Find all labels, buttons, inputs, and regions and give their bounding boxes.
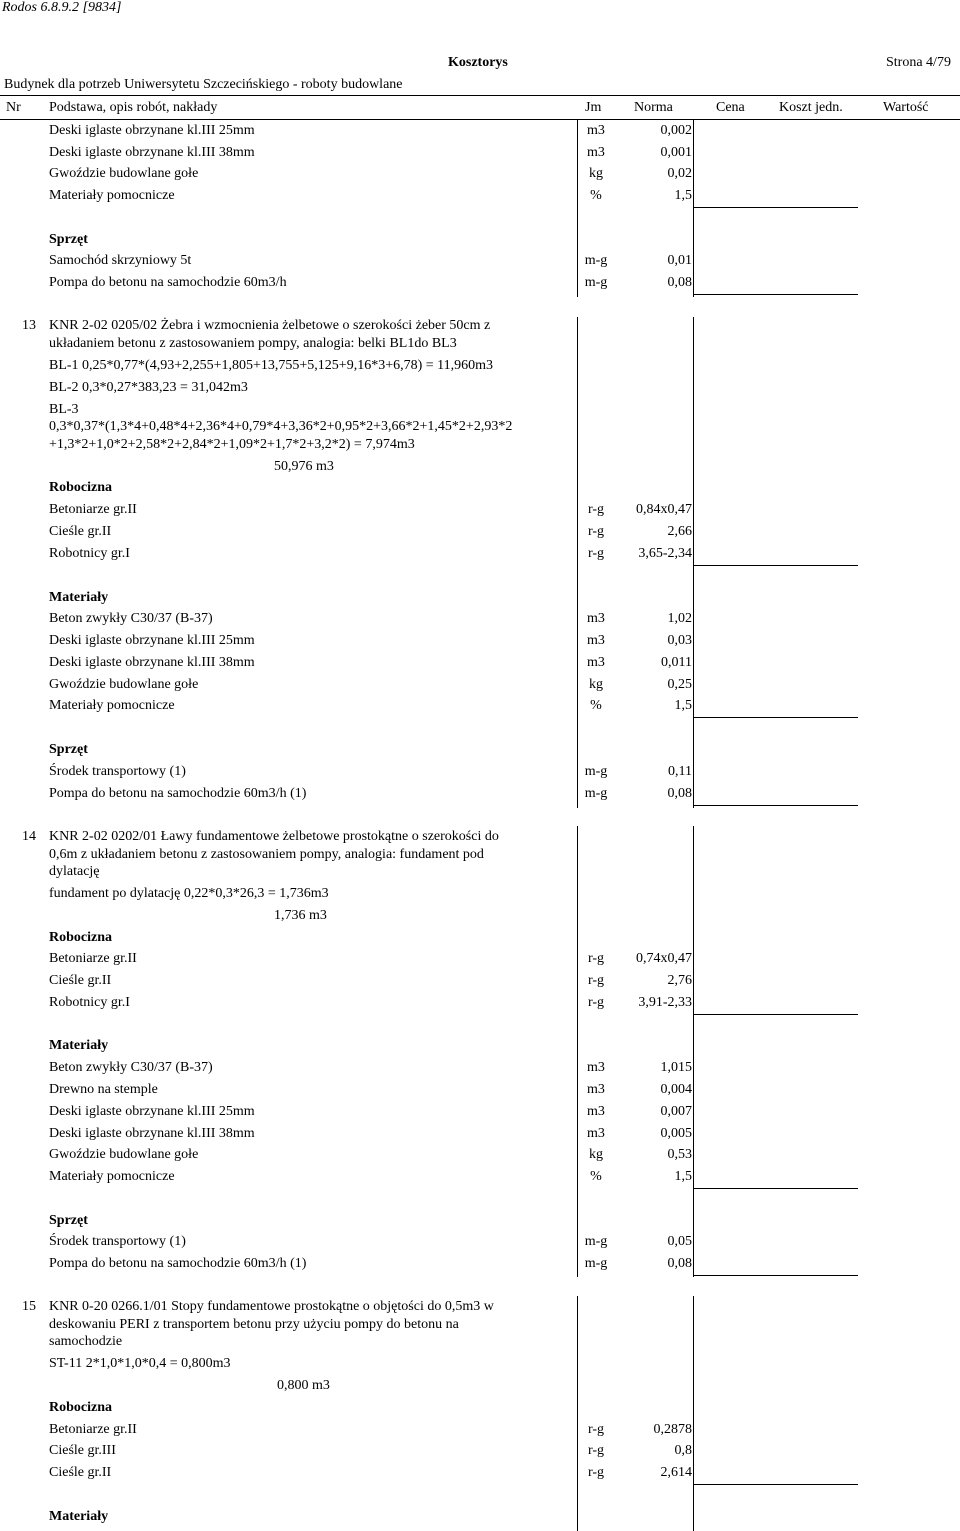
resource-name: Gwoździe budowlane gołe	[49, 166, 199, 181]
resource-unit: m3	[587, 1082, 605, 1097]
materials-header: Materiały	[49, 1038, 109, 1053]
header-top-rule	[0, 95, 960, 96]
resource-norm: 3,65-2,34	[638, 546, 692, 561]
col-value: Wartość	[883, 100, 929, 115]
resource-name: Deski iglaste obrzynane kl.III 38mm	[49, 1126, 255, 1141]
resource-norm: 0,03	[667, 633, 692, 648]
resource-name: Gwoździe budowlane gołe	[49, 1147, 199, 1162]
resource-name: Cieśle gr.II	[49, 1465, 112, 1480]
resource-name: Betoniarze gr.II	[49, 1422, 137, 1437]
resource-unit: r-g	[587, 502, 605, 517]
resource-norm: 0,02	[667, 166, 692, 181]
resource-unit: m-g	[584, 253, 608, 268]
resource-name: Deski iglaste obrzynane kl.III 38mm	[49, 145, 255, 160]
resource-unit: m3	[587, 633, 605, 648]
item-number: 14	[22, 829, 36, 844]
divider	[693, 717, 858, 718]
app-title: Rodos 6.8.9.2 [9834]	[2, 0, 122, 15]
resource-name: Gwoździe budowlane gołe	[49, 677, 199, 692]
resource-unit: m-g	[584, 1256, 608, 1271]
resource-name: Samochód skrzyniowy 5t	[49, 253, 192, 268]
measurement-line: BL-2 0,3*0,27*383,23 = 31,042m3	[49, 380, 248, 395]
resource-norm: 0,08	[667, 275, 692, 290]
resource-unit: r-g	[587, 1422, 605, 1437]
resource-unit: m3	[587, 655, 605, 670]
resource-norm: 0,002	[660, 123, 692, 138]
quantity-total: 50,976 m3	[274, 459, 334, 474]
resource-norm: 0,11	[668, 764, 692, 779]
divider	[577, 1296, 578, 1531]
col-nr: Nr	[6, 100, 21, 115]
resource-norm: 1,5	[674, 188, 692, 203]
resource-norm: 0,08	[667, 1256, 692, 1271]
resource-norm: 2,66	[667, 524, 692, 539]
resource-norm: 0,004	[660, 1082, 692, 1097]
measurement-line: fundament po dylatację 0,22*0,3*26,3 = 1,736m3	[49, 886, 329, 901]
resource-name: Robotnicy gr.I	[49, 995, 130, 1010]
resource-norm: 0,08	[667, 786, 692, 801]
resource-unit: kg	[589, 1147, 603, 1162]
resource-unit: r-g	[587, 951, 605, 966]
resource-unit: %	[590, 698, 602, 713]
divider	[693, 294, 858, 295]
col-norm: Norma	[634, 100, 673, 115]
col-basis: Podstawa, opis robót, nakłady	[49, 100, 218, 115]
resource-norm: 2,76	[667, 973, 692, 988]
document-title: Kosztorys	[448, 55, 508, 70]
item-description: dylatację	[49, 864, 100, 879]
divider	[693, 317, 694, 808]
col-price: Cena	[716, 100, 745, 115]
resource-norm: 1,02	[667, 611, 692, 626]
resource-name: Środek transportowy (1)	[49, 1234, 186, 1249]
materials-header: Materiały	[49, 590, 109, 605]
measurement-line: 0,3*0,37*(1,3*4+0,48*4+2,36*4+0,79*4+3,36*2+0,95*2+3,66*2+1,45*2+2,93*2	[49, 419, 513, 434]
resource-name: Pompa do betonu na samochodzie 60m3/h (1)	[49, 786, 307, 801]
labor-header: Robocizna	[49, 930, 112, 945]
divider	[693, 1188, 858, 1189]
resource-unit: m3	[587, 123, 605, 138]
labor-header: Robocizna	[49, 480, 112, 495]
page-indicator: Strona 4/79	[886, 55, 951, 70]
item-description: KNR 2-02 0202/01 Ławy fundamentowe żelbetowe prostokątne o szerokości do	[49, 829, 499, 844]
resource-unit: m3	[587, 1060, 605, 1075]
measurement-line: ST-11 2*1,0*1,0*0,4 = 0,800m3	[49, 1356, 231, 1371]
resource-unit: r-g	[587, 546, 605, 561]
divider	[693, 1296, 694, 1531]
divider	[693, 1484, 858, 1485]
resource-name: Materiały pomocnicze	[49, 698, 175, 713]
resource-unit: r-g	[587, 524, 605, 539]
divider	[693, 805, 858, 806]
divider	[693, 1275, 858, 1276]
item-number: 13	[22, 318, 36, 333]
resource-name: Betoniarze gr.II	[49, 502, 137, 517]
measurement-line: BL-3	[49, 402, 79, 417]
item-number: 15	[22, 1299, 36, 1314]
resource-name: Beton zwykły C30/37 (B-37)	[49, 611, 213, 626]
item-description: KNR 2-02 0205/02 Żebra i wzmocnienia żelbetowe o szerokości żeber 50cm z	[49, 318, 491, 333]
resource-norm: 0,84x0,47	[636, 502, 692, 517]
divider	[693, 1014, 858, 1015]
resource-unit: %	[590, 1169, 602, 1184]
resource-unit: m3	[587, 1126, 605, 1141]
quantity-total: 1,736 m3	[274, 908, 327, 923]
resource-unit: m3	[587, 1104, 605, 1119]
resource-unit: m-g	[584, 275, 608, 290]
divider	[693, 565, 858, 566]
resource-unit: m-g	[584, 1234, 608, 1249]
quantity-total: 0,800 m3	[277, 1378, 330, 1393]
materials-header: Materiały	[49, 1509, 109, 1524]
measurement-line: BL-1 0,25*0,77*(4,93+2,255+1,805+13,755+5,125+9,16*3+6,78) = 11,960m3	[49, 358, 494, 373]
resource-unit: kg	[589, 166, 603, 181]
resource-norm: 0,011	[661, 655, 692, 670]
resource-name: Deski iglaste obrzynane kl.III 25mm	[49, 1104, 255, 1119]
resource-unit: m3	[587, 611, 605, 626]
item-description: 0,6m z układaniem betonu z zastosowaniem pompy, analogia: fundament pod	[49, 847, 484, 862]
divider	[693, 826, 694, 1277]
resource-name: Pompa do betonu na samochodzie 60m3/h	[49, 275, 287, 290]
col-unit-cost: Koszt jedn.	[779, 100, 843, 115]
divider	[577, 317, 578, 808]
resource-norm: 0,53	[667, 1147, 692, 1162]
item-description: deskowaniu PERI z transportem betonu przy użyciu pompy do betonu na	[49, 1317, 459, 1332]
resource-unit: %	[590, 188, 602, 203]
resource-name: Materiały pomocnicze	[49, 188, 175, 203]
resource-unit: r-g	[587, 1443, 605, 1458]
resource-name: Materiały pomocnicze	[49, 1169, 175, 1184]
resource-norm: 0,007	[660, 1104, 692, 1119]
item-description: KNR 0-20 0266.1/01 Stopy fundamentowe prostokątne o objętości do 0,5m3 w	[49, 1299, 494, 1314]
header-bottom-rule	[0, 119, 960, 120]
resource-norm: 1,015	[660, 1060, 692, 1075]
resource-name: Środek transportowy (1)	[49, 764, 186, 779]
resource-name: Betoniarze gr.II	[49, 951, 137, 966]
resource-unit: r-g	[587, 995, 605, 1010]
resource-name: Deski iglaste obrzynane kl.III 25mm	[49, 123, 255, 138]
resource-name: Cieśle gr.II	[49, 973, 112, 988]
item-description: układaniem betonu z zastosowaniem pompy, analogia: belki BL1do BL3	[49, 336, 457, 351]
resource-unit: kg	[589, 677, 603, 692]
equipment-header: Sprzęt	[49, 742, 88, 757]
resource-name: Cieśle gr.III	[49, 1443, 116, 1458]
equipment-header: Sprzęt	[49, 232, 88, 247]
col-unit: Jm	[585, 100, 602, 115]
resource-norm: 0,74x0,47	[636, 951, 692, 966]
resource-norm: 2,614	[660, 1465, 692, 1480]
resource-norm: 0,25	[667, 677, 692, 692]
resource-norm: 0,01	[667, 253, 692, 268]
equipment-header: Sprzęt	[49, 1213, 88, 1228]
divider	[693, 207, 858, 208]
resource-unit: m-g	[584, 786, 608, 801]
resource-name: Robotnicy gr.I	[49, 546, 130, 561]
resource-norm: 0,8	[674, 1443, 692, 1458]
resource-norm: 0,2878	[653, 1422, 692, 1437]
resource-norm: 1,5	[674, 698, 692, 713]
resource-name: Deski iglaste obrzynane kl.III 25mm	[49, 633, 255, 648]
resource-name: Pompa do betonu na samochodzie 60m3/h (1)	[49, 1256, 307, 1271]
item-description: samochodzie	[49, 1334, 123, 1349]
resource-name: Drewno na stemple	[49, 1082, 158, 1097]
resource-norm: 0,005	[660, 1126, 692, 1141]
project-name: Budynek dla potrzeb Uniwersytetu Szczecińskiego - roboty budowlane	[4, 77, 403, 92]
resource-name: Deski iglaste obrzynane kl.III 38mm	[49, 655, 255, 670]
divider	[693, 119, 694, 297]
labor-header: Robocizna	[49, 1400, 112, 1415]
resource-unit: m-g	[584, 764, 608, 779]
resource-unit: m3	[587, 145, 605, 160]
resource-norm: 0,05	[667, 1234, 692, 1249]
measurement-line: +1,3*2+1,0*2+2,58*2+2,84*2+1,09*2+1,7*2+3,2*2) = 7,974m3	[49, 437, 415, 452]
resource-norm: 1,5	[674, 1169, 692, 1184]
resource-unit: r-g	[587, 973, 605, 988]
resource-norm: 3,91-2,33	[638, 995, 692, 1010]
resource-norm: 0,001	[660, 145, 692, 160]
resource-name: Beton zwykły C30/37 (B-37)	[49, 1060, 213, 1075]
resource-name: Cieśle gr.II	[49, 524, 112, 539]
divider	[577, 826, 578, 1277]
resource-unit: r-g	[587, 1465, 605, 1480]
